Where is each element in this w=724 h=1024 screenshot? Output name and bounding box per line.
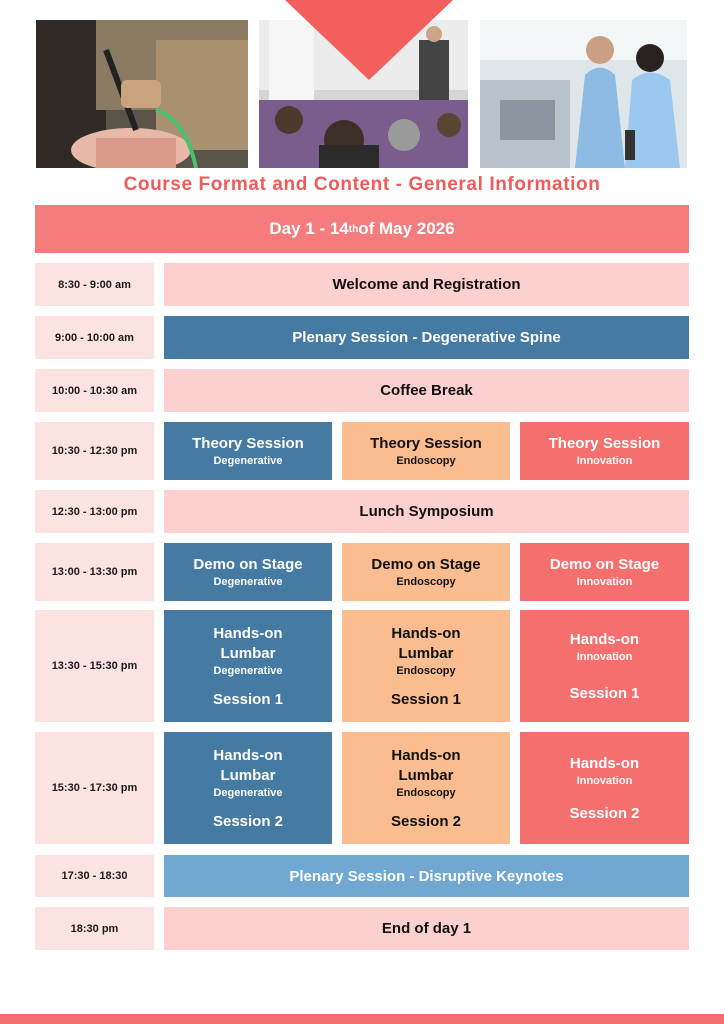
- lunch-symposium-row: Lunch Symposium: [164, 490, 689, 533]
- photo-hands-on-training: [36, 20, 248, 168]
- track-label: Innovation: [576, 454, 633, 467]
- session-title: Hands-on: [213, 625, 283, 642]
- theory-degenerative-cell: [164, 422, 332, 480]
- time-slot: 13:00 - 13:30 pm: [35, 543, 154, 601]
- time-slot: 15:30 - 17:30 pm: [35, 732, 154, 844]
- handson-degenerative-session2-cell: [164, 732, 332, 844]
- session-title: Theory Session: [192, 434, 304, 452]
- track-label: Endoscopy: [396, 787, 456, 799]
- session-subtitle: Lumbar: [220, 645, 276, 662]
- time-slot: 10:00 - 10:30 am: [35, 369, 154, 412]
- track-label: Innovation: [576, 651, 633, 663]
- day-header: [35, 205, 689, 253]
- decorative-triangle: [285, 0, 453, 80]
- coffee-break-row: Coffee Break: [164, 369, 689, 412]
- session-subtitle: Lumbar: [398, 645, 454, 662]
- day-header-prefix: Day 1 - 14: [269, 219, 349, 238]
- session-number: Session 2: [390, 813, 462, 830]
- page-title: Course Format and Content - General Information: [123, 174, 601, 195]
- session-title: Hands-on: [391, 625, 461, 642]
- theory-endoscopy-cell: [342, 422, 510, 480]
- session-title: Hands-on: [391, 747, 461, 764]
- track-label: Endoscopy: [396, 575, 456, 588]
- track-label: Degenerative: [213, 454, 283, 467]
- track-label: Endoscopy: [396, 454, 456, 467]
- track-label: Degenerative: [213, 787, 283, 799]
- session-title: Hands-on: [569, 631, 640, 648]
- session-number: Session 1: [569, 685, 640, 702]
- plenary-keynotes-row: Plenary Session - Disruptive Keynotes: [164, 855, 689, 897]
- track-label: Endoscopy: [396, 665, 456, 677]
- demo-degenerative-cell: [164, 543, 332, 601]
- photo-lab-surgeons: [480, 20, 687, 168]
- day-header-suffix: th: [348, 223, 359, 235]
- day-header-rest: of May 2026: [358, 219, 455, 238]
- session-number: Session 2: [569, 805, 640, 822]
- handson-endoscopy-session1-cell: [342, 610, 510, 722]
- session-title: Demo on Stage: [371, 555, 481, 573]
- time-slot: 12:30 - 13:00 pm: [35, 490, 154, 533]
- session-title: Theory Session: [370, 434, 482, 452]
- track-label: Degenerative: [213, 665, 283, 677]
- session-title: Theory Session: [548, 434, 661, 452]
- time-slot: 8:30 - 9:00 am: [35, 263, 154, 306]
- session-title: Hands-on: [569, 755, 640, 772]
- session-number: Session 1: [212, 691, 284, 708]
- time-slot: 17:30 - 18:30: [35, 855, 154, 897]
- session-number: Session 2: [212, 813, 284, 830]
- session-subtitle: Lumbar: [220, 767, 276, 784]
- handson-innovation-session2-cell: [520, 732, 689, 844]
- time-slot: 9:00 - 10:00 am: [35, 316, 154, 359]
- session-title: Hands-on: [213, 747, 283, 764]
- welcome-registration-row: Welcome and Registration: [164, 263, 689, 306]
- handson-degenerative-session1-cell: [164, 610, 332, 722]
- handson-endoscopy-session2-cell: [342, 732, 510, 844]
- session-subtitle: Lumbar: [398, 767, 454, 784]
- session-title: Demo on Stage: [549, 555, 660, 573]
- track-label: Innovation: [576, 775, 633, 787]
- track-label: Degenerative: [213, 575, 283, 588]
- time-slot: 13:30 - 15:30 pm: [35, 610, 154, 722]
- track-label: Innovation: [576, 575, 633, 588]
- time-slot: 10:30 - 12:30 pm: [35, 422, 154, 480]
- session-title: Demo on Stage: [193, 555, 303, 573]
- time-slot: 18:30 pm: [35, 907, 154, 950]
- end-of-day-row: End of day 1: [164, 907, 689, 950]
- demo-endoscopy-cell: [342, 543, 510, 601]
- theory-innovation-cell: [520, 422, 689, 480]
- handson-innovation-session1-cell: [520, 610, 689, 722]
- bottom-accent-bar: [0, 1014, 724, 1024]
- session-number: Session 1: [390, 691, 462, 708]
- demo-innovation-cell: [520, 543, 689, 601]
- plenary-degenerative-row: Plenary Session - Degenerative Spine: [164, 316, 689, 359]
